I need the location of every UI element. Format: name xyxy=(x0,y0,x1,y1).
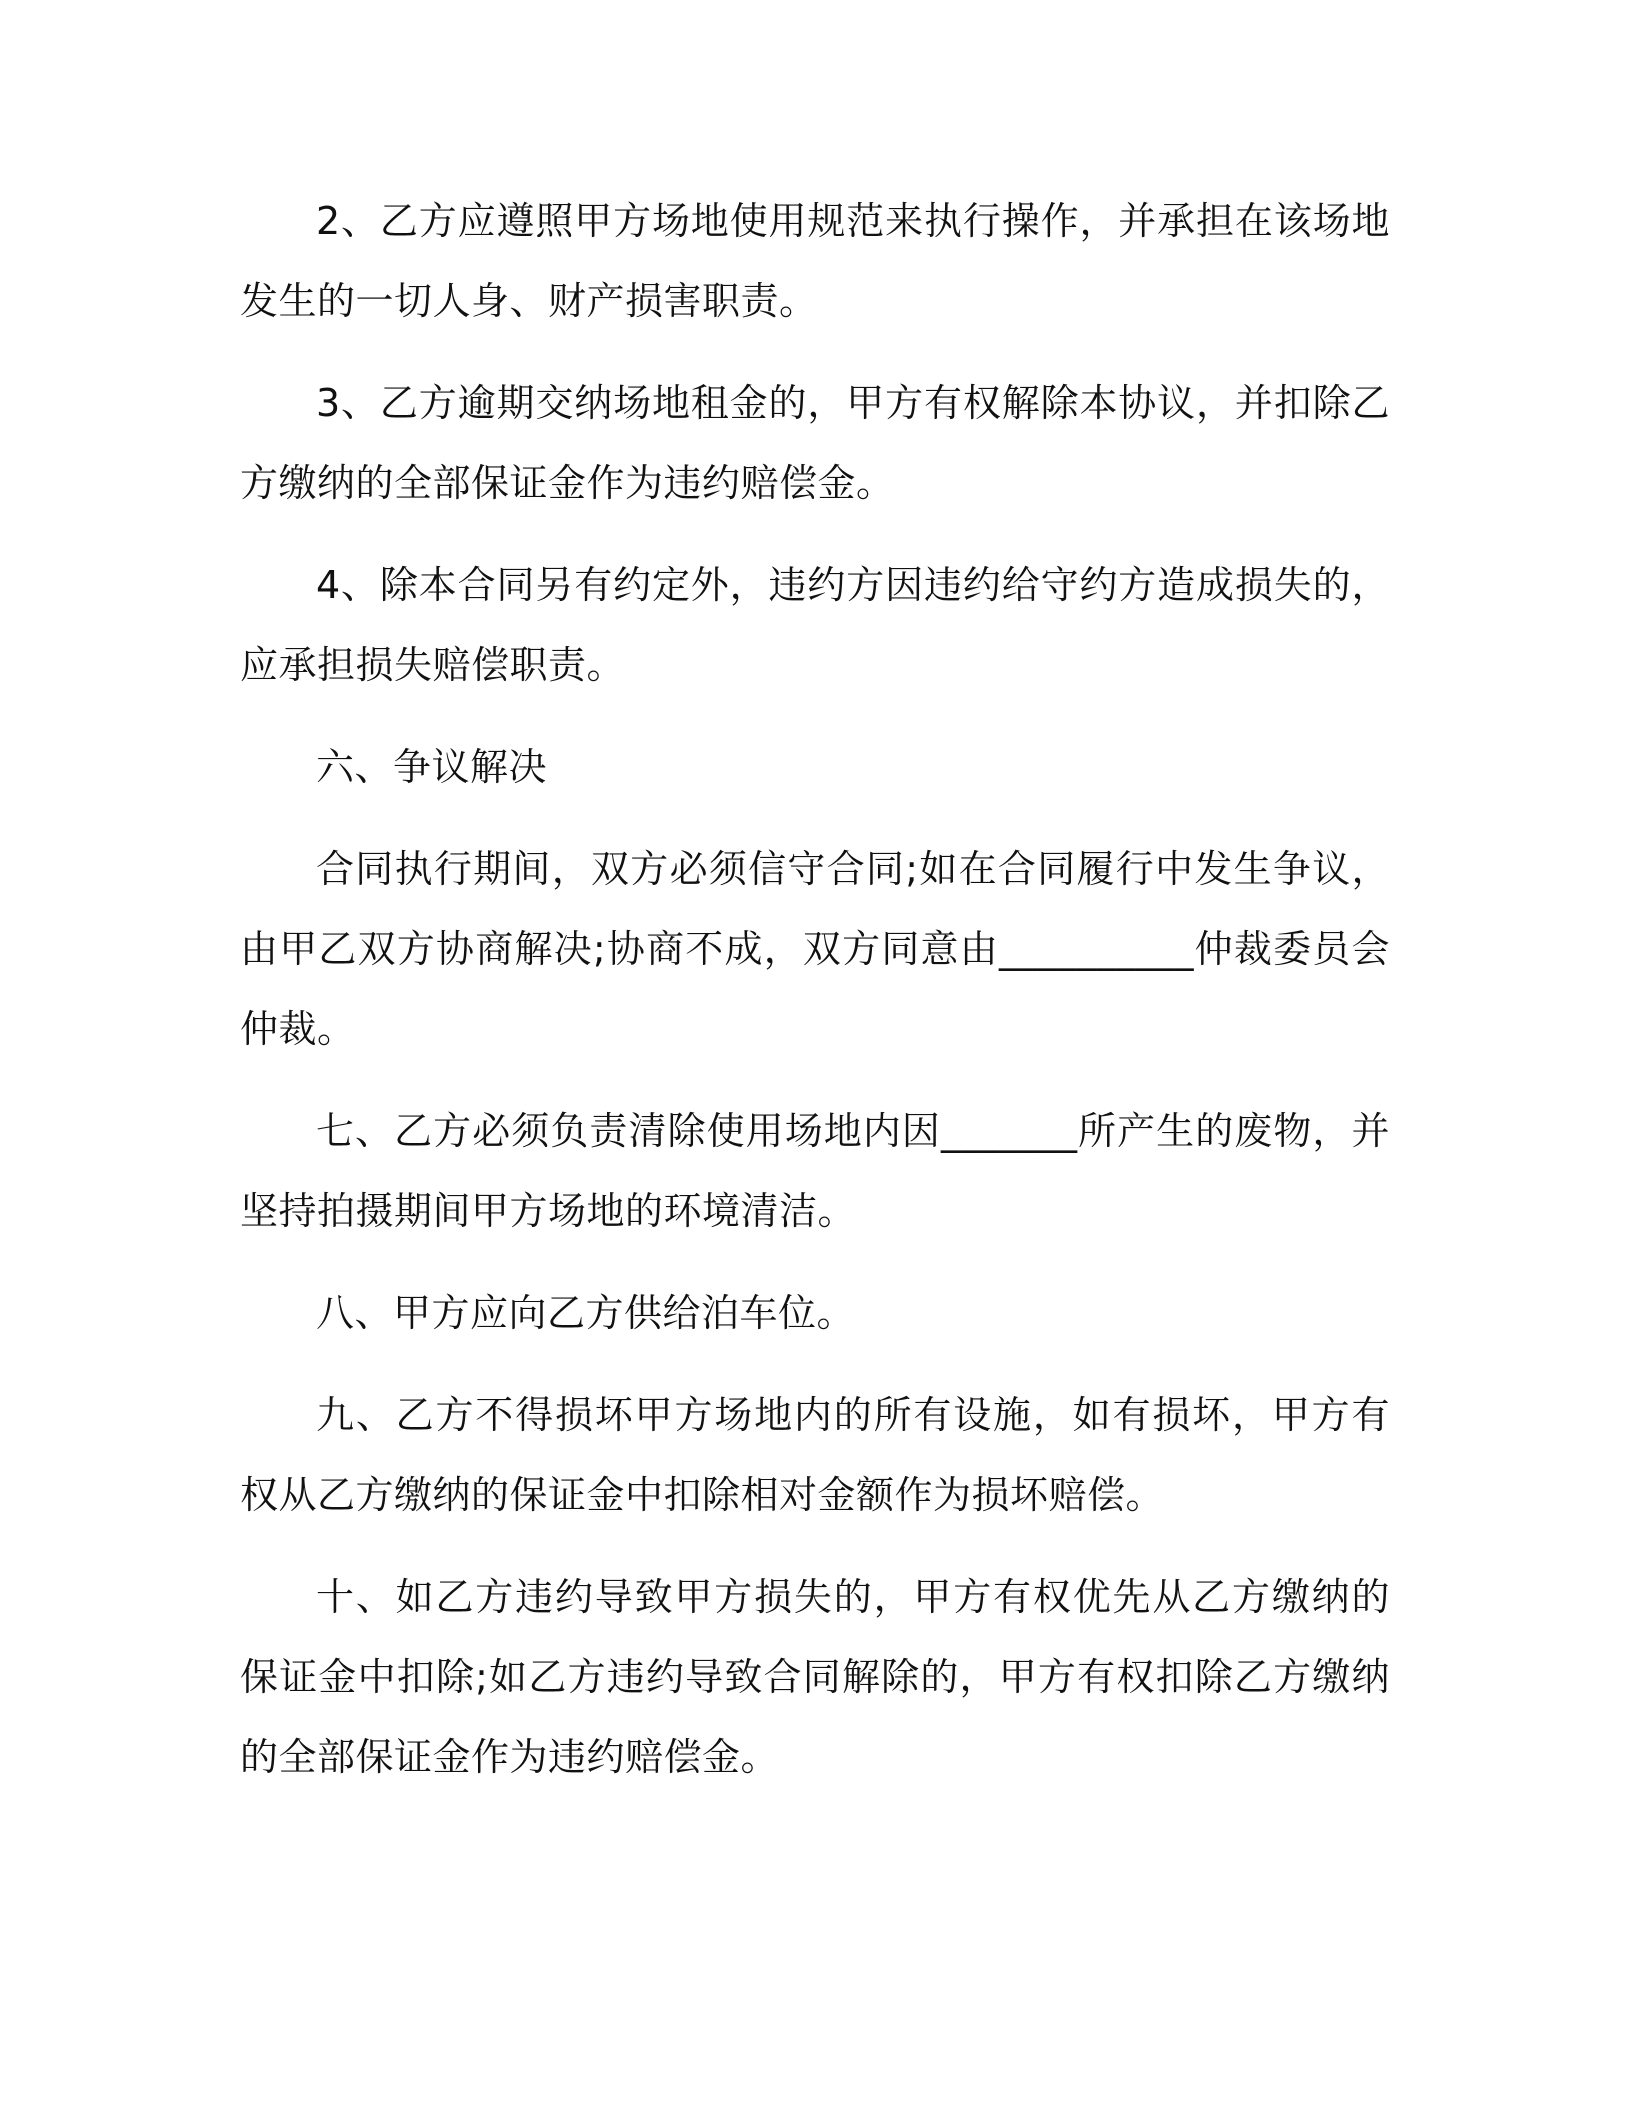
section-heading-dispute-resolution: 六、争议解决 xyxy=(316,745,548,789)
dispute-resolution-paragraph: 合同执行期间，双方必须信守合同;如在合同履行中发生争议，由甲乙双方协商解决;协商不成，双方同意由__________仲裁委员会仲裁。 xyxy=(240,847,1390,1051)
clause-2-paragraph: 2、乙方应遵照甲方场地使用规范来执行操作，并承担在该场地发生的一切人身、财产损害职责。 xyxy=(240,199,1390,323)
clause-10-paragraph: 十、如乙方违约导致甲方损失的，甲方有权优先从乙方缴纳的保证金中扣除;如乙方违约导致合同解除的，甲方有权扣除乙方缴纳的全部保证金作为违约赔偿金。 xyxy=(240,1575,1390,1779)
clause-4-paragraph: 4、除本合同另有约定外，违约方因违约给守约方造成损失的，应承担损失赔偿职责。 xyxy=(240,563,1390,687)
clause-7-paragraph: 七、乙方必须负责清除使用场地内因_______所产生的废物，并坚持拍摄期间甲方场地的环境清洁。 xyxy=(240,1109,1390,1233)
clause-3-paragraph: 3、乙方逾期交纳场地租金的，甲方有权解除本协议，并扣除乙方缴纳的全部保证金作为违约赔偿金。 xyxy=(240,381,1390,505)
document-body xyxy=(240,181,1390,1797)
clause-9-paragraph: 九、乙方不得损坏甲方场地内的所有设施，如有损坏，甲方有权从乙方缴纳的保证金中扣除相对金额作为损坏赔偿。 xyxy=(240,1393,1390,1517)
clause-8-paragraph: 八、甲方应向乙方供给泊车位。 xyxy=(316,1291,856,1335)
